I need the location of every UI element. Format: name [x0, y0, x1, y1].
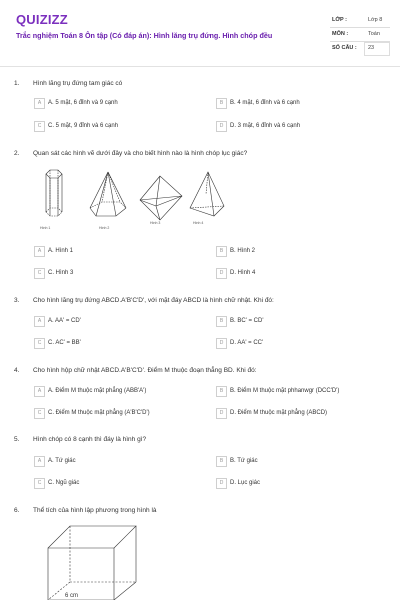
cube-figure — [40, 522, 150, 600]
option-text: C. Ngũ giác — [48, 479, 80, 486]
meta-key: LỚP : — [332, 17, 347, 23]
question-text: Thể tích của hình lập phương trong hình là — [33, 507, 157, 514]
option-text: C. Hình 3 — [48, 269, 74, 276]
option-letter: D — [216, 121, 227, 132]
question-text: Hình lăng trụ đứng tam giác có — [33, 80, 123, 87]
meta-key: SỐ CÂU : — [332, 45, 357, 51]
question-text: Cho hình lăng trụ đứng ABCD.A'B'C'D', với mặt đáy ABCD là hình chữ nhật. Khi đó: — [33, 297, 274, 304]
option-text: A. Hình 1 — [48, 247, 74, 254]
question-text: Hình chóp có 8 cạnh thì đáy là hình gì? — [33, 436, 147, 443]
option-text: D. AA' = CC' — [230, 339, 264, 346]
option-text: A. Điểm M thuộc mặt phẳng (ABB'A') — [48, 387, 147, 394]
pyramid-figures — [30, 166, 240, 232]
option-c[interactable] — [34, 338, 184, 349]
option-letter: B — [216, 98, 227, 109]
meta-value: 23 — [368, 45, 375, 51]
question-number: 1. — [14, 80, 20, 87]
option-text: A. 5 mặt, 6 đỉnh và 9 cạnh — [48, 99, 118, 106]
question-number: 3. — [14, 297, 20, 304]
option-c[interactable] — [34, 408, 204, 419]
option-letter: D — [216, 478, 227, 489]
meta-grade — [330, 14, 390, 28]
option-b[interactable] — [216, 456, 366, 467]
option-a[interactable] — [34, 316, 184, 327]
option-b[interactable] — [216, 386, 386, 397]
option-text: C. Điểm M thuộc mặt phẳng (A'B'C'D') — [48, 409, 150, 416]
option-letter: A — [34, 316, 45, 327]
figure-4-pyramid — [190, 172, 224, 216]
option-letter: A — [34, 246, 45, 257]
question-number: 4. — [14, 367, 20, 374]
option-c[interactable] — [34, 268, 184, 279]
option-letter: C — [34, 408, 45, 419]
figure-caption-4: Hình 4 — [193, 221, 204, 225]
option-text: B. Hình 2 — [230, 247, 256, 254]
meta-subject — [330, 28, 390, 42]
option-text: D. Lục giác — [230, 479, 261, 486]
option-b[interactable] — [216, 98, 366, 109]
meta-value: Toán — [368, 31, 380, 37]
option-d[interactable] — [216, 408, 386, 419]
option-letter: A — [34, 98, 45, 109]
option-letter: C — [34, 121, 45, 132]
option-text: B. BC' = CD' — [230, 317, 264, 324]
option-b[interactable] — [216, 316, 366, 327]
question-text: Quan sát các hình vẽ dưới đây và cho biết hình nào là hình chóp lục giác? — [33, 150, 248, 157]
option-d[interactable] — [216, 478, 366, 489]
question-number: 2. — [14, 150, 20, 157]
option-a[interactable] — [34, 386, 204, 397]
option-letter: D — [216, 268, 227, 279]
question-text: Cho hình hộp chữ nhật ABCD.A'B'C'D'. Điểm M thuộc đoạn thẳng BD. Khi đó: — [33, 367, 257, 374]
worksheet-title: Trắc nghiệm Toán 8 Ôn tập (Có đáp án): Hình lăng trụ đứng. Hình chóp đều — [16, 31, 273, 40]
worksheet-header — [0, 0, 400, 64]
meta-panel — [330, 14, 390, 56]
figure-2-hexagonal-pyramid — [90, 172, 126, 216]
figure-caption-1: Hình 1 — [40, 226, 51, 230]
option-text: B. Tứ giác — [230, 457, 258, 464]
option-text: C. 5 mặt, 9 đỉnh và 6 cạnh — [48, 122, 119, 129]
option-text: C. AC' = BB' — [48, 339, 81, 346]
option-letter: B — [216, 456, 227, 467]
figure-caption-3: Hình 3 — [150, 221, 161, 225]
option-text: A. Tứ giác — [48, 457, 76, 464]
option-text: B. Điểm M thuộc mặt phhanwgr (DCC'D') — [230, 387, 340, 394]
option-d[interactable] — [216, 121, 366, 132]
meta-value: Lớp 8 — [368, 17, 383, 23]
option-letter: D — [216, 408, 227, 419]
option-a[interactable] — [34, 456, 184, 467]
option-letter: A — [34, 386, 45, 397]
option-letter: C — [34, 268, 45, 279]
option-text: D. Điểm M thuộc mặt phẳng (ABCD) — [230, 409, 328, 416]
option-text: A. AA' = CD' — [48, 317, 81, 324]
figure-caption-2: Hình 2 — [99, 226, 110, 230]
question-number: 5. — [14, 436, 20, 443]
option-c[interactable] — [34, 478, 184, 489]
cube-edge-label: 6 cm — [65, 593, 79, 599]
figure-1-hexagonal-prism — [46, 170, 62, 216]
option-text: D. Hình 4 — [230, 269, 256, 276]
option-d[interactable] — [216, 338, 366, 349]
question-number: 6. — [14, 507, 20, 514]
option-letter: B — [216, 386, 227, 397]
option-a[interactable] — [34, 98, 184, 109]
option-text: D. 3 mặt, 6 đỉnh và 6 cạnh — [230, 122, 301, 129]
meta-count — [330, 42, 390, 56]
meta-key: MÔN : — [332, 31, 349, 37]
figure-3-bipyramid — [140, 176, 182, 220]
option-text: B. 4 mặt, 6 đỉnh và 6 cạnh — [230, 99, 300, 106]
option-letter: D — [216, 338, 227, 349]
header-divider — [0, 66, 400, 67]
option-d[interactable] — [216, 268, 366, 279]
option-letter: B — [216, 246, 227, 257]
option-letter: A — [34, 456, 45, 467]
option-letter: B — [216, 316, 227, 327]
option-b[interactable] — [216, 246, 366, 257]
option-letter: C — [34, 478, 45, 489]
quizizz-logo[interactable]: QUIZIZZ — [16, 12, 68, 27]
option-c[interactable] — [34, 121, 184, 132]
option-letter: C — [34, 338, 45, 349]
option-a[interactable] — [34, 246, 184, 257]
